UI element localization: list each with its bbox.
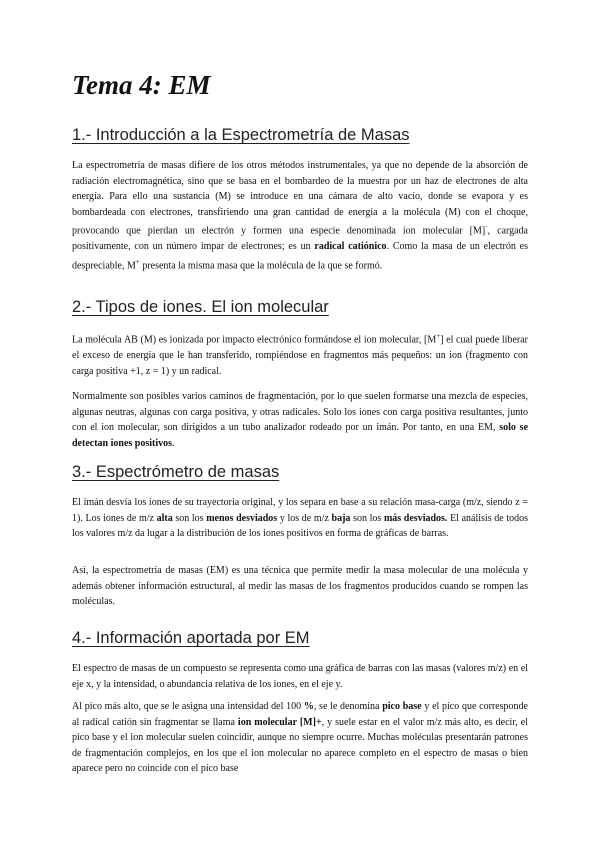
section-heading-ion-types: 2.- Tipos de iones. El ion molecular xyxy=(72,298,329,316)
section-heading-spectrometer: 3.- Espectrómetro de masas xyxy=(72,463,280,481)
paragraph-ion-types-2: Normalmente son posibles varios caminos de fragmentación, por lo que suelen formarse una mezcla de especies, algunas neutras, algunas con carga positiva, y otras radicales. Solo los iones con carga positiva resultantes, junto con el ion molecular, son dirigidos a un tubo analizador rodeado por un imán. Por tanto, en una EM, solo se detectan iones positivos. xyxy=(72,391,529,449)
section-heading-em-info: 4.- Información aportada por EM xyxy=(72,629,310,647)
paragraph-spectrometer-2: Así, la espectrometría de masas (EM) es una técnica que permite medir la masa molecular de una molécula y además obtener información estructural, al medir las masas de los fragmentos producidos cuando se rompen las moléculas. xyxy=(72,565,528,608)
paragraph-intro: La espectrometría de masas difiere de los otros métodos instrumentales, ya que no depende de la absorción de radiación electromagnética, sino que se basa en el bombardeo de la muestra por un haz de electrones de alta energía. Para ello una sustancia (M) se introduce en una cámara de alto vacío, donde se evapora y es bombardeada con electrones, transfiriendo una gran cantidad de energía a la molécula (M) con el choque, provocando que pierdan un electrón y formen una especie denominada ion molecular [M]·, cargada positivamente, con un número impar de electrones; es un radical catiónico. Como la masa de un electrón es despreciable, M+ presenta la misma masa que la molécula de la que se formó. xyxy=(72,160,529,272)
paragraph-spectrometer-1: El imán desvía los iones de su trayectoria original, y los separa en base a su relación masa-carga (m/z, siendo z = 1). Los iones de m/z alta son los menos desviados y los de m/z baja son los más desviados. El análisis de todos los valores m/z da lugar a la distribución de los iones positivos en forma de gráficas de barras. xyxy=(72,497,529,540)
paragraph-em-info-2: Al pico más alto, que se le asigna una intensidad del 100 %, se le denomina pico base y el pico que corresponde al radical catión sin fragmentar se llama ion molecular [M]+, y suele estar en el valor m/z más alto, es decir, el pico base y el ion molecular suelen coincidir, aunque no siempre ocurre. Muchas moléculas presentarán patrones de fragmentación complejos, en los que el ion molecular no aparece completo en el espectro de masas o bien aparece pero no coincide con el pico base xyxy=(72,701,528,775)
paragraph-em-info-1: El espectro de masas de un compuesto se representa como una gráfica de barras con las masas (valores m/z) en el eje x, y la intensidad, o abundancia relativa de los iones, en el eje y. xyxy=(72,663,528,690)
page-title: Tema 4: EM xyxy=(72,70,211,100)
section-heading-intro: 1.- Introducción a la Espectrometría de Masas xyxy=(72,126,410,144)
paragraph-ion-types-1: La molécula AB (M) es ionizada por impacto electrónico formándose el ion molecular, [M+] el cual puede liberar el exceso de energía que le han transferido, rompiéndose en fragmentos más pequeños: un ion (fragmento con carga positiva +1, z = 1) y un radical. xyxy=(72,332,528,377)
